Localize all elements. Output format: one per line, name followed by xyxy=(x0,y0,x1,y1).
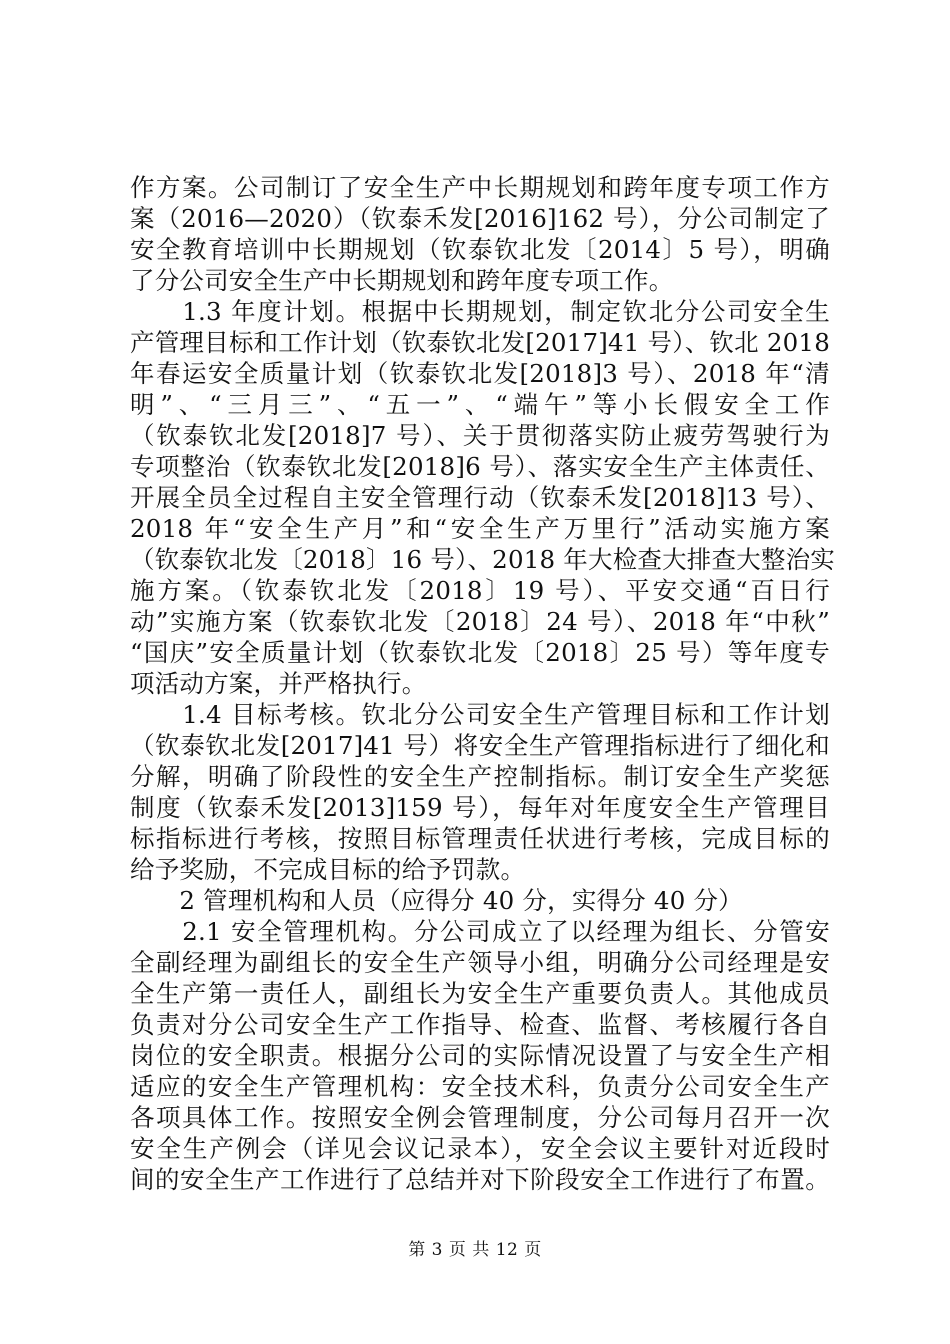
text-line: （钦泰钦北发[2017]41 号）将安全生产管理指标进行了细化和 xyxy=(130,731,830,760)
text-line: 动”实施方案（钦泰钦北发〔2018〕24 号）、2018 年“中秋” xyxy=(130,607,830,636)
text-line: （钦泰钦北发[2018]7 号）、关于贯彻落实防止疲劳驾驶行为 xyxy=(130,421,830,450)
text-line: 专项整治（钦泰钦北发[2018]6 号）、落实安全生产主体责任、 xyxy=(130,452,830,481)
page-number-footer: 第 3 页 共 12 页 xyxy=(408,1240,542,1260)
text-line: 施方案。（钦泰钦北发〔2018〕19 号）、平安交通“百日行 xyxy=(130,576,830,605)
text-line: 项活动方案，并严格执行。 xyxy=(130,669,427,698)
text-line: 安全教育培训中长期规划（钦泰钦北发〔2014〕5 号），明确 xyxy=(130,235,830,264)
text-line: 全副经理为副组长的安全生产领导小组，明确分公司经理是安 xyxy=(130,948,830,977)
text-line: 2018 年“安全生产月”和“安全生产万里行”活动实施方案 xyxy=(130,514,830,543)
text-line: 1.4 目标考核。钦北分公司安全生产管理目标和工作计划 xyxy=(130,700,830,729)
text-line: 制度（钦泰禾发[2013]159 号），每年对年度安全生产管理目 xyxy=(130,793,830,822)
text-line: 开展全员全过程自主安全管理行动（钦泰禾发[2018]13 号）、 xyxy=(130,483,830,512)
text-line: 产管理目标和工作计划（钦泰钦北发[2017]41 号）、钦北 2018 xyxy=(130,328,830,357)
text-line: 1.3 年度计划。根据中长期规划，制定钦北分公司安全生 xyxy=(130,297,830,326)
text-line: 适应的安全生产管理机构：安全技术科，负责分公司安全生产 xyxy=(130,1072,830,1101)
text-line: 各项具体工作。按照安全例会管理制度，分公司每月召开一次 xyxy=(130,1103,830,1132)
text-line: 年春运安全质量计划（钦泰钦北发[2018]3 号）、2018 年“清 xyxy=(130,359,830,388)
text-line: 标指标进行考核，按照目标管理责任状进行考核，完成目标的 xyxy=(130,824,830,853)
document-body xyxy=(130,172,835,1195)
text-line: 分解，明确了阶段性的安全生产控制指标。制订安全生产奖惩 xyxy=(130,762,830,791)
text-line: 案（2016—2020）（钦泰禾发[2016]162 号），分公司制定了 xyxy=(130,204,830,233)
text-line: 明”、“三月三”、“五一”、“端午”等小长假安全工作 xyxy=(130,390,830,419)
text-line: “国庆”安全质量计划（钦泰钦北发〔2018〕25 号）等年度专 xyxy=(130,638,830,667)
text-line: 了分公司安全生产中长期规划和跨年度专项工作。 xyxy=(130,266,674,295)
text-line: 给予奖励，不完成目标的给予罚款。 xyxy=(130,855,526,884)
text-line: （钦泰钦北发〔2018〕16 号）、2018 年大检查大排查大整治实 xyxy=(130,545,835,574)
text-line: 全生产第一责任人，副组长为安全生产重要负责人。其他成员 xyxy=(130,979,830,1008)
text-line: 作方案。公司制订了安全生产中长期规划和跨年度专项工作方 xyxy=(130,173,830,202)
text-line: 2.1 安全管理机构。分公司成立了以经理为组长、分管安 xyxy=(130,917,830,946)
text-line: 负责对分公司安全生产工作指导、检查、监督、考核履行各自 xyxy=(130,1010,830,1039)
section-heading: 2 管理机构和人员（应得分 40 分，实得分 40 分） xyxy=(130,886,743,915)
text-line: 安全生产例会（详见会议记录本），安全会议主要针对近段时 xyxy=(130,1134,830,1163)
text-line: 间的安全生产工作进行了总结并对下阶段安全工作进行了布置。 xyxy=(130,1165,830,1194)
text-line: 岗位的安全职责。根据分公司的实际情况设置了与安全生产相 xyxy=(130,1041,830,1070)
